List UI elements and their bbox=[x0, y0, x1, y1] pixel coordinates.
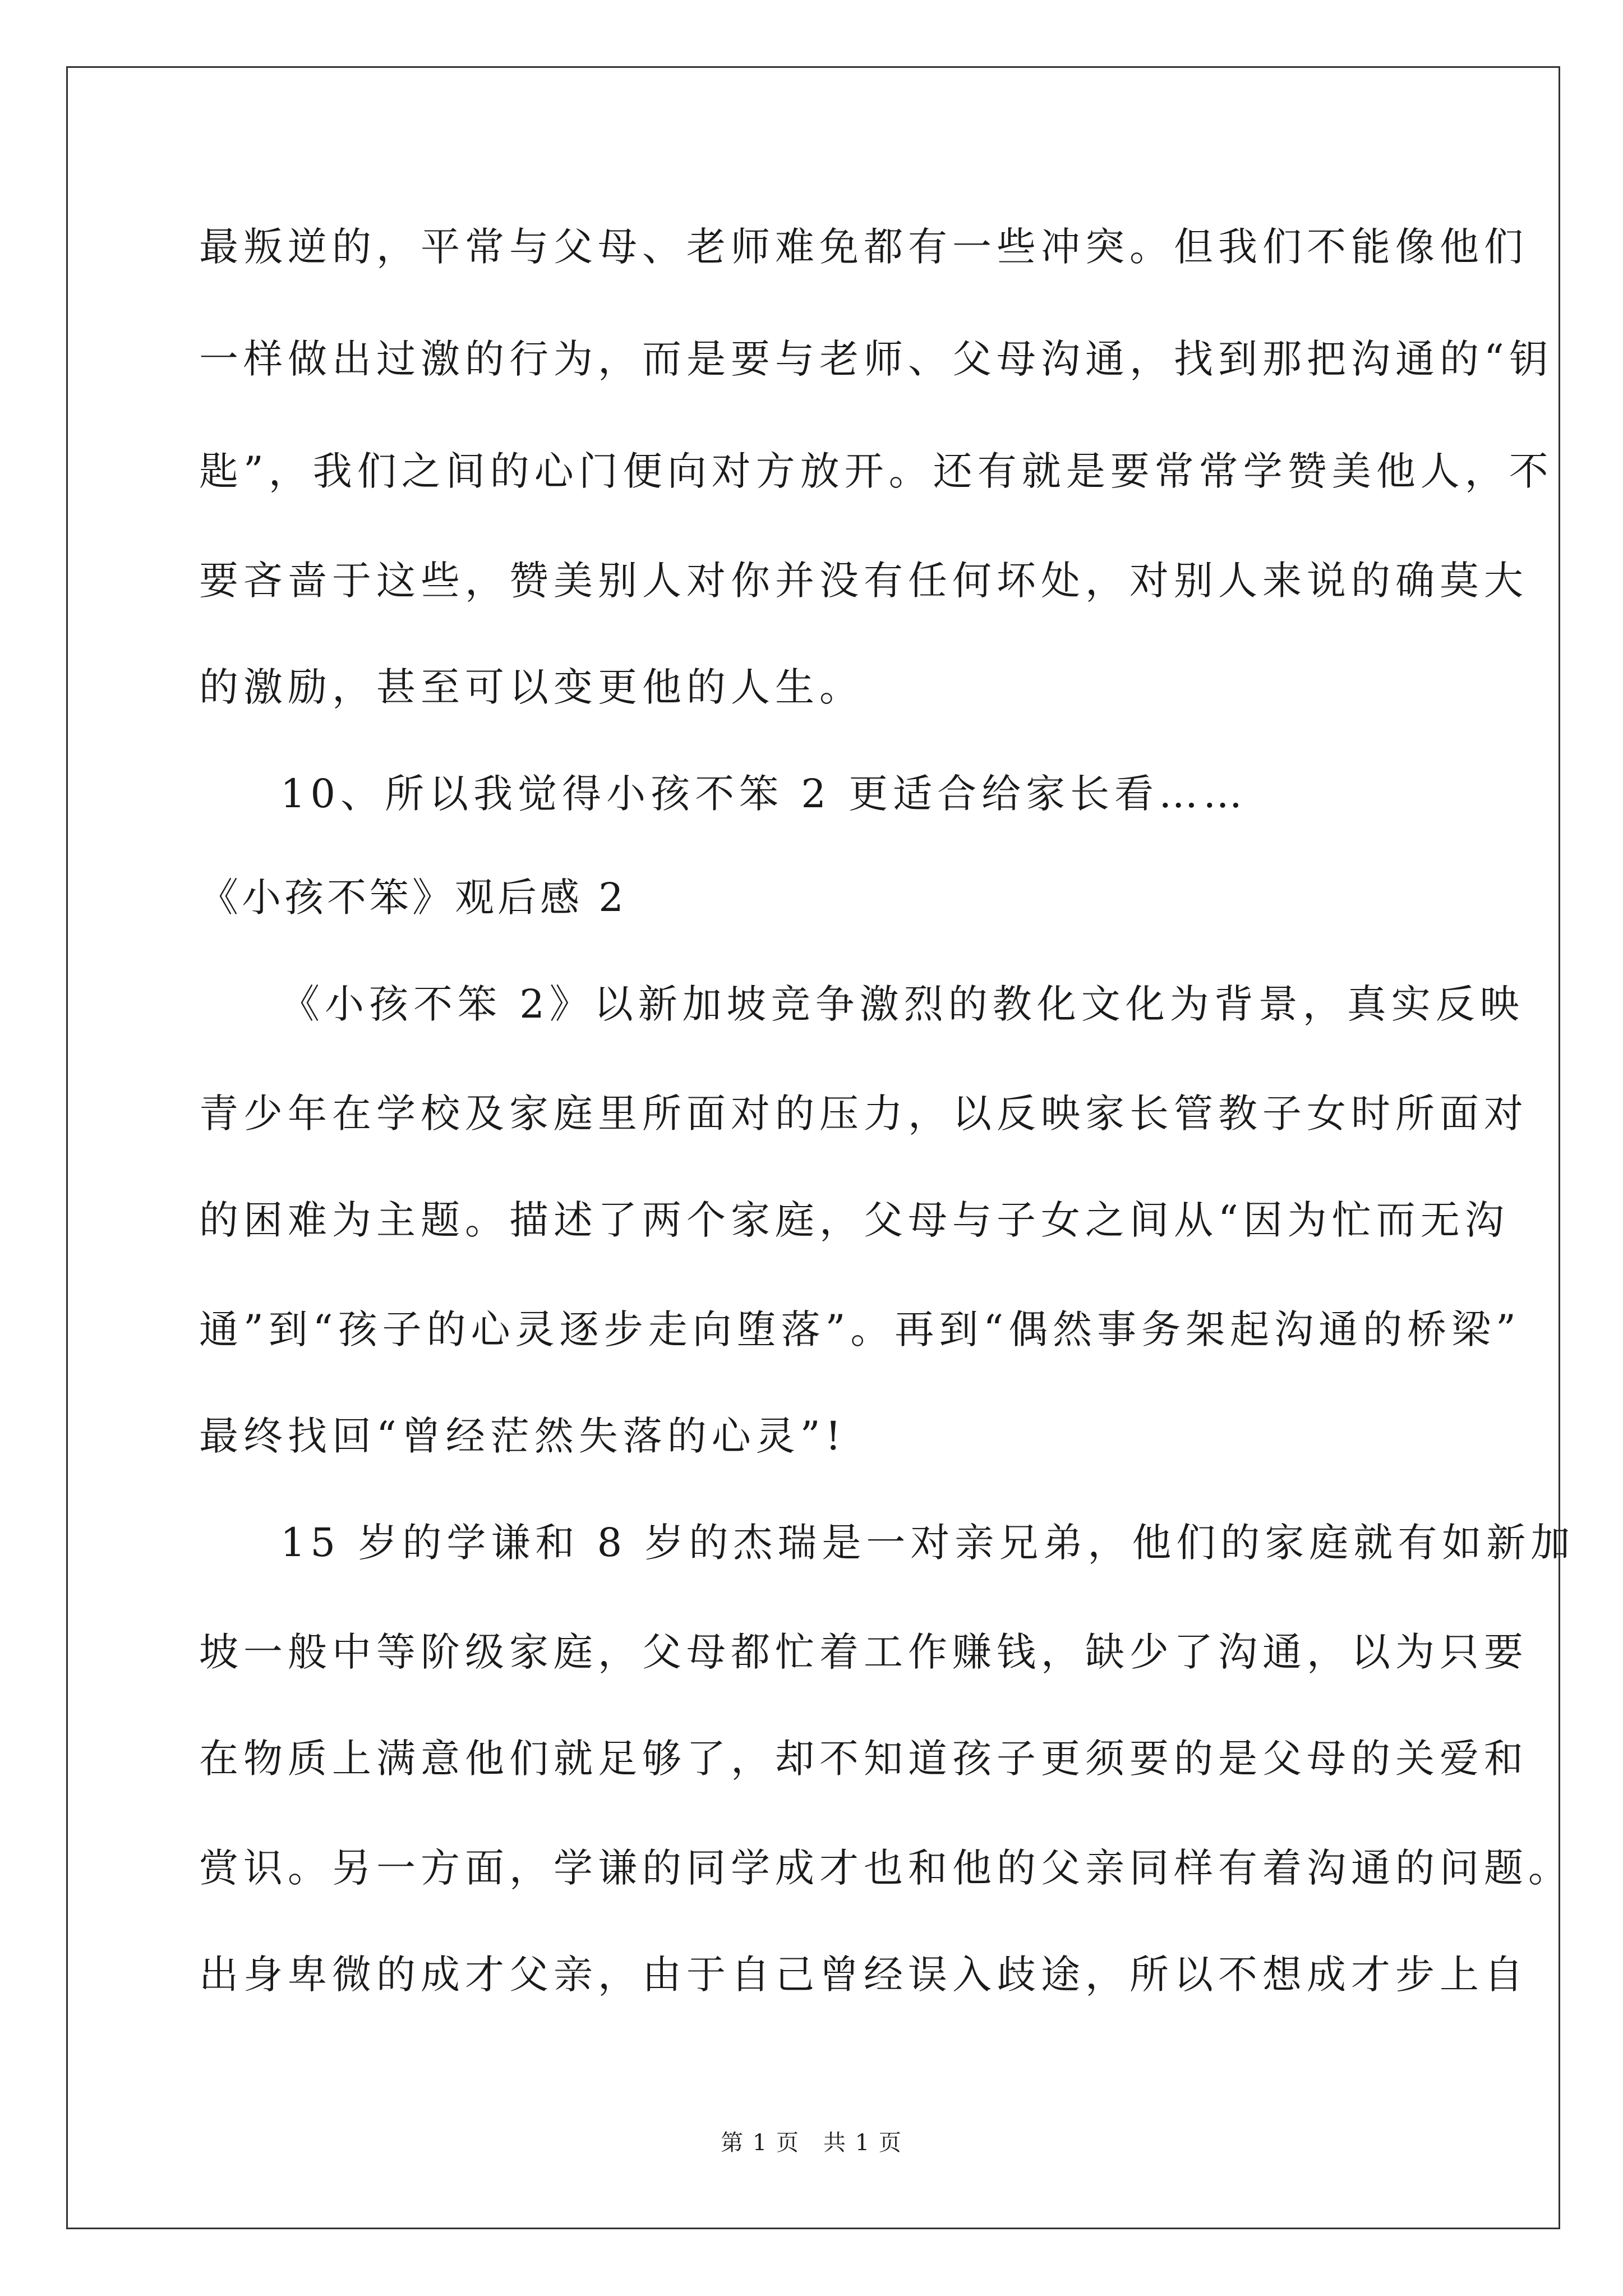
text-line: 匙”，我们之间的心门便向对方放开。还有就是要常常学赞美他人，不 bbox=[199, 448, 1553, 494]
text-line: 的激励，甚至可以变更他的人生。 bbox=[199, 664, 864, 710]
text-line: 10、所以我觉得小孩不笨 2 更适合给家长看…… bbox=[280, 771, 1248, 817]
text-line: 一样做出过激的行为，而是要与老师、父母沟通，找到那把沟通的“钥 bbox=[199, 336, 1553, 382]
text-line: 最终找回“曾经茫然失落的心灵”! bbox=[199, 1413, 846, 1459]
text-line: 在物质上满意他们就足够了，却不知道孩子更须要的是父母的关爱和 bbox=[199, 1736, 1528, 1782]
section-heading: 《小孩不笨》观后感 2 bbox=[199, 875, 627, 921]
text-line: 最叛逆的，平常与父母、老师难免都有一些冲突。但我们不能像他们 bbox=[199, 224, 1528, 270]
text-line: 《小孩不笨 2》以新加坡竞争激烈的教化文化为背景，真实反映 bbox=[280, 981, 1524, 1027]
text-line: 赏识。另一方面，学谦的同学成才也和他的父亲同样有着沟通的问题。 bbox=[199, 1845, 1573, 1891]
text-line: 的困难为主题。描述了两个家庭，父母与子女之间从“因为忙而无沟 bbox=[199, 1197, 1509, 1243]
text-line: 坡一般中等阶级家庭，父母都忙着工作赚钱，缺少了沟通，以为只要 bbox=[199, 1629, 1528, 1675]
text-line: 青少年在学校及家庭里所面对的压力，以反映家长管教子女时所面对 bbox=[199, 1091, 1528, 1137]
text-line: 通”到“孩子的心灵逐步走向堕落”。再到“偶然事务架起沟通的桥梁” bbox=[199, 1306, 1521, 1352]
text-line: 15 岁的学谦和 8 岁的杰瑞是一对亲兄弟，他们的家庭就有如新加 bbox=[280, 1520, 1575, 1566]
page-footer: 第 1 页 共 1 页 bbox=[721, 2130, 902, 2156]
text-line: 要吝啬于这些，赞美别人对你并没有任何坏处，对别人来说的确莫大 bbox=[199, 558, 1528, 604]
text-line: 出身卑微的成才父亲，由于自己曾经误入歧途，所以不想成才步上自 bbox=[199, 1952, 1528, 1998]
page-border bbox=[66, 66, 1560, 2229]
